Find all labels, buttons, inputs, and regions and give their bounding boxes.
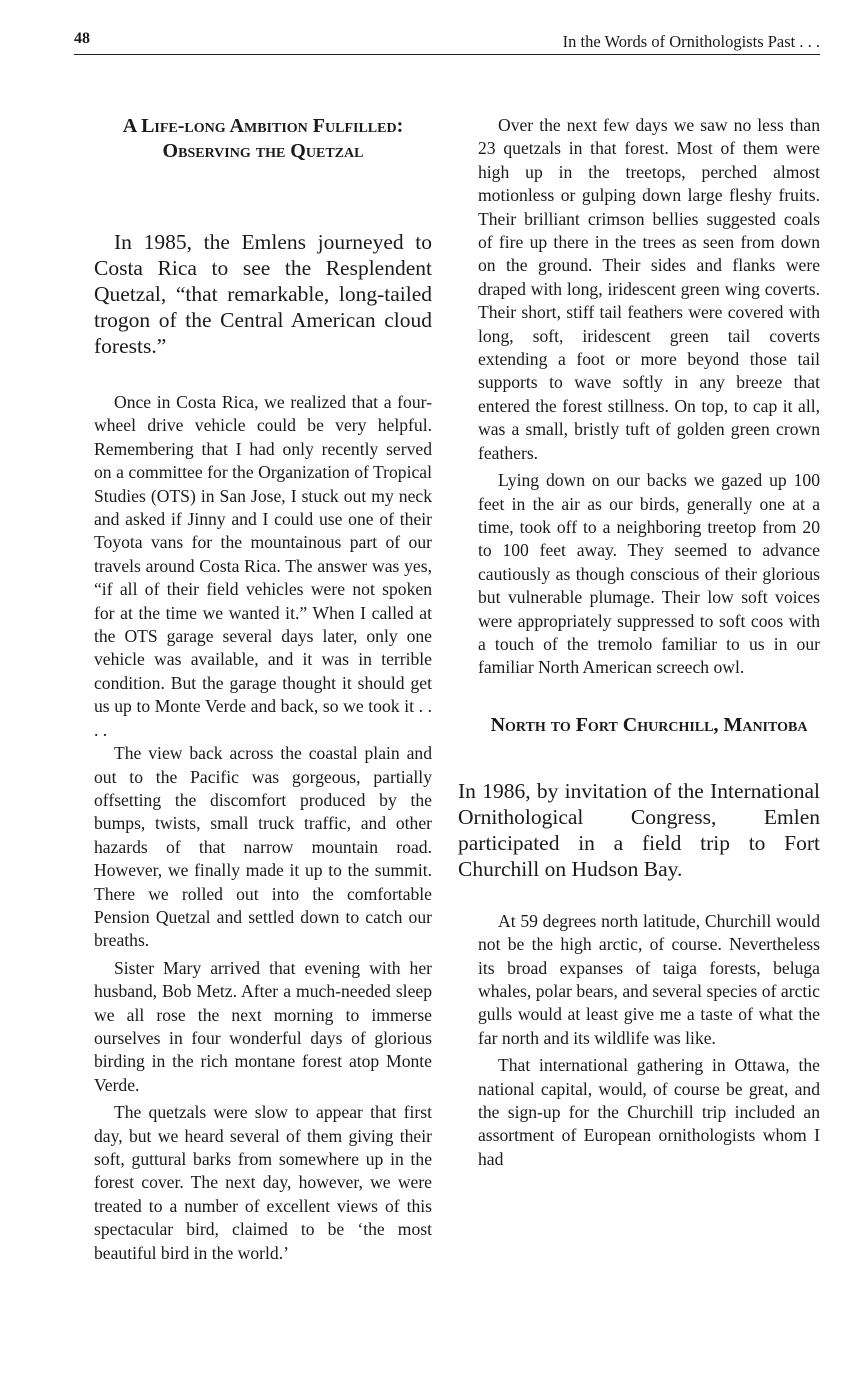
- body-paragraph: Lying down on our backs we gazed up 100 feet in the air as our birds, generally one at a time, took off to a neighboring treetop from 20 to 100 feet away. They seemed to advance cautiously as though conscious of their glorious but vulnerable plumage. Their low soft voices were appropriately suppressed to soft coos with a touch of the tremolo familiar to us in our familiar North American screech owl.: [478, 470, 820, 678]
- running-header: [74, 30, 820, 55]
- section-title-churchill: North to Fort Churchill, Manitoba: [490, 713, 808, 736]
- running-head-title: In the Words of Ornithologists Past . . .: [562, 32, 820, 51]
- body-paragraph: The view back across the coastal plain and out to the Pacific was gorgeous, partially offsetting the discomfort produced by the bumps, twists, small truck traffic, and other hazards of that narrow mountain road. However, we finally made it up to the summit. There we rolled out into the comfortable Pension Quetzal and settled down to catch our breaths.: [94, 743, 432, 951]
- lead-paragraph-churchill: In 1986, by invitation of the International Ornithological Congress, Emlen participated in a field trip to Fort Churchill on Hudson Bay.: [458, 778, 820, 881]
- lead-paragraph-wrapper: [458, 778, 820, 882]
- page-number: 48: [74, 30, 90, 47]
- body-paragraph: That international gathering in Ottawa, the national capital, would, of course be great, and the sign-up for the Churchill trip included an assortment of European ornithologists whom I had: [478, 1055, 820, 1169]
- right-column: [458, 114, 820, 1171]
- body-paragraph: Sister Mary arrived that evening with her husband, Bob Metz. After a much-needed sleep we all rose the next morning to immerse ourselves in four wonderful days of glorious birding in the rich montane forest atop Monte Verde.: [94, 957, 432, 1095]
- body-paragraph: At 59 degrees north latitude, Churchill would not be the high arctic, of course. Nevertheless its broad expanses of taiga forests, beluga whales, polar bears, and several species of arctic gulls would at least give me a taste of what the far north and its wildlife was like.: [478, 910, 820, 1048]
- lead-paragraph-quetzal: In 1985, the Emlens journeyed to Costa Rica to see the Resplendent Quetzal, “that remarkable, long-tailed trogon of the Central American cloud forests.”: [94, 230, 432, 358]
- body-text-left: [94, 391, 432, 1265]
- body-paragraph: The quetzals were slow to appear that first day, but we heard several of them giving their soft, guttural barks from somewhere up in the forest cover. The next day, however, we were treated to a number of excellent views of this spectacular bird, claimed to be ‘the most beautiful bird in the world.’: [94, 1102, 432, 1263]
- section-title-quetzal: A Life-long Ambition Fulfilled: Observing the Quetzal: [122, 115, 404, 162]
- body-text-right: [478, 910, 820, 1171]
- body-paragraph: Once in Costa Rica, we realized that a four-wheel drive vehicle could be very helpful. Remembering that I had only recently served on a committee for the Organization of Tropical Studies (OTS) in San Jose, I stuck out my neck and asked if Jinny and I could use one of their Toyota vans for the mountainous part of our travels around Costa Rica. The answer was yes, “if all of their field vehicles were not spoken for at the time we wanted it.” When I called at the OTS garage several days later, only one vehicle was available, and it was in terrible condition. But the garage thought it should get us up to Monte Verde and back, so we took it . . . .: [94, 392, 432, 740]
- left-column: [94, 114, 432, 1265]
- body-paragraph: Over the next few days we saw no less than 23 quetzals in that forest. Most of them were high up in the treetops, perched almost motionless or gulping down large fleshy fruits. Their brilliant crimson bellies suggested coals of fire up there in the trees as seen from down on the ground. Their sides and flanks were draped with long, iridescent green wing coverts. Their short, stiff tail feathers were covered with long, soft, iridescent green tail coverts extending a foot or more beyond those tail supports to wave softly in any breeze that entered the forest stillness. On top, to cap it all, was a small, bristly tuft of golden green crown feathers.: [478, 115, 820, 463]
